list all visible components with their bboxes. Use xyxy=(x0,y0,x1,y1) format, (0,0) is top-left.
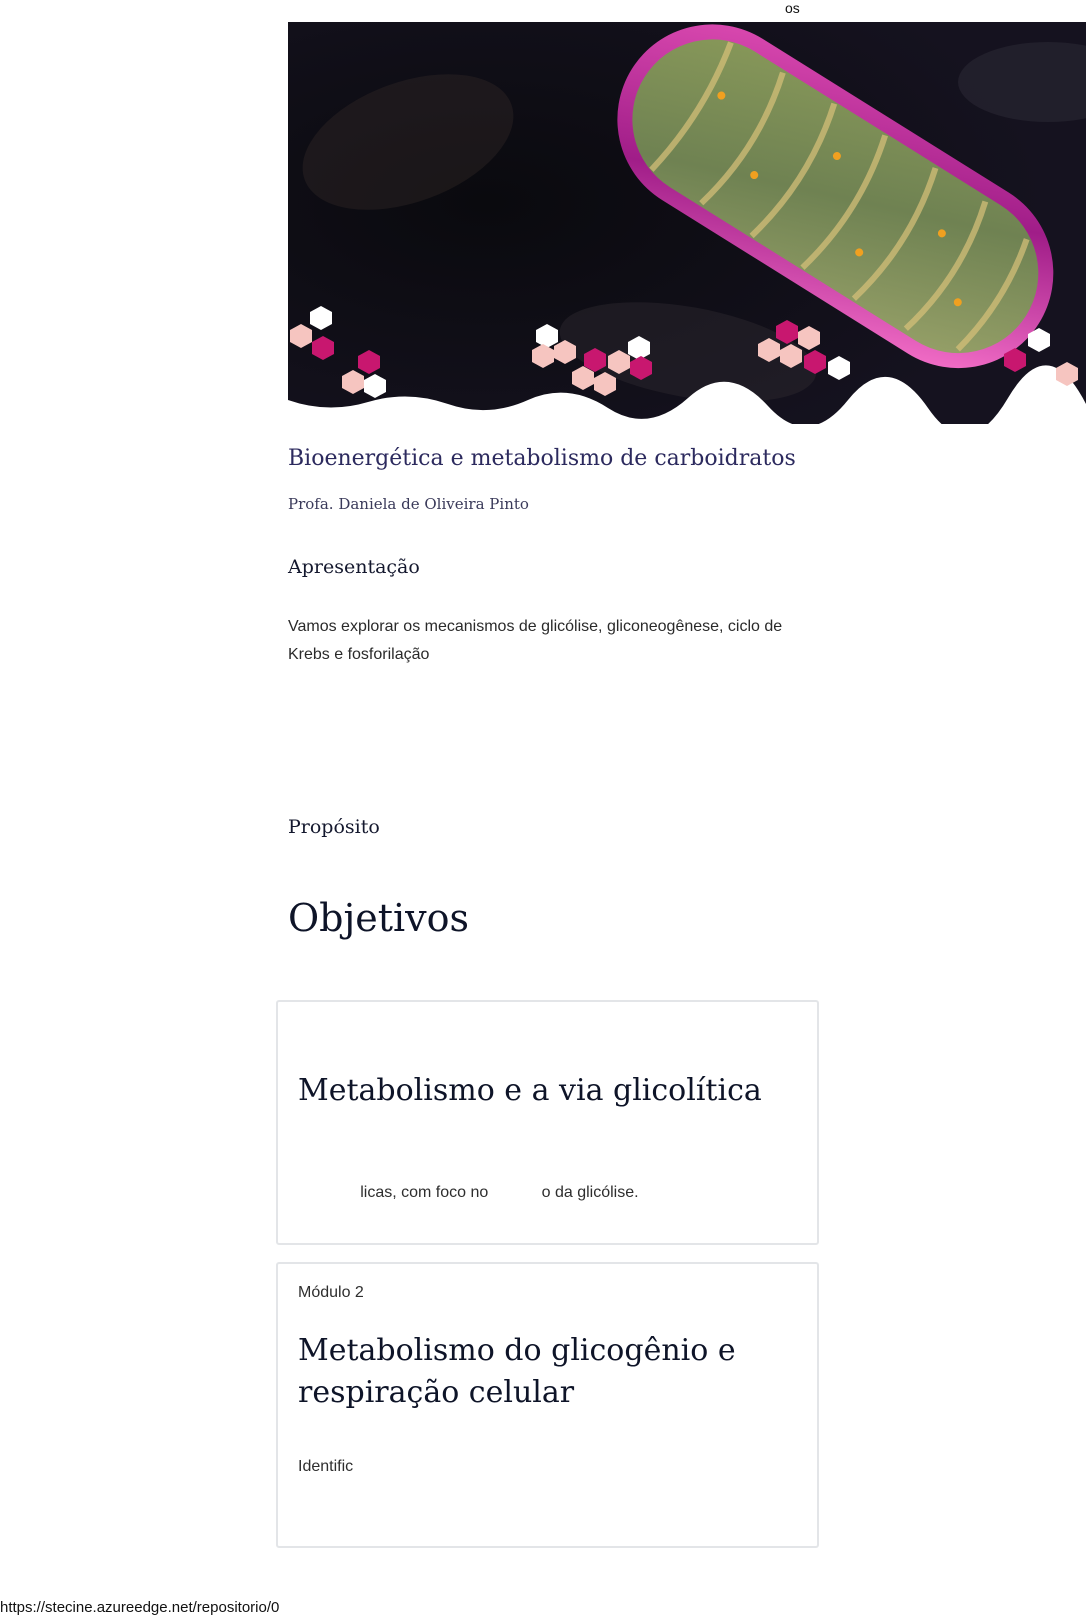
course-title: Bioenergética e metabolismo de carboidratos xyxy=(288,446,796,471)
module-card-1[interactable] xyxy=(276,1000,819,1245)
footer-url: https://stecine.azureedge.net/repositorio/0 xyxy=(0,1599,280,1616)
module-title: Metabolismo e a via glicolítica xyxy=(298,1073,762,1108)
purpose-heading: Propósito xyxy=(288,816,380,838)
course-author: Profa. Daniela de Oliveira Pinto xyxy=(288,495,529,513)
course-banner-image xyxy=(288,22,1086,424)
module-label: Módulo 2 xyxy=(298,1284,364,1301)
presentation-text: Vamos explorar os mecanismos de glicólise, gliconeogênese, ciclo de Krebs e fosforilação xyxy=(288,618,783,663)
module-card-2[interactable] xyxy=(276,1262,819,1548)
module-title: Metabolismo do glicogênio e respiração celular xyxy=(298,1333,736,1410)
presentation-heading: Apresentação xyxy=(288,556,420,578)
module-description: Identific xyxy=(298,1458,354,1475)
objectives-heading: Objetivos xyxy=(288,896,470,940)
header-fragment: os xyxy=(785,0,800,16)
mitochondrion-illustration xyxy=(288,22,1086,424)
module-description: licas, com foco no o da glicólise. xyxy=(298,1184,639,1201)
